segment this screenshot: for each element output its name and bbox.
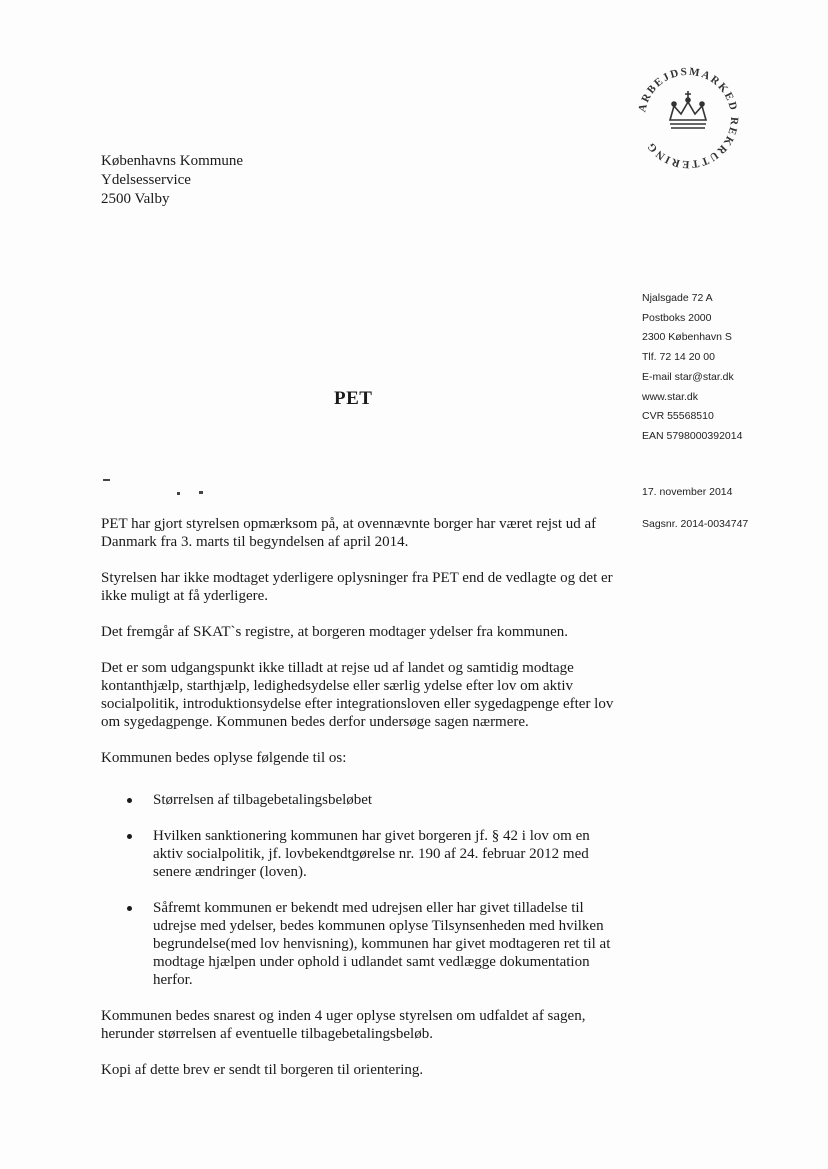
paragraph-skat-registry: Det fremgår af SKAT`s registre, at borgeren modtager ydelser fra kommunen. xyxy=(101,624,569,640)
svg-text:ARBEJDSMARKED REKRUTTERING xyxy=(636,66,740,171)
seal-graphic xyxy=(628,58,748,178)
sender-city: 2300 København S xyxy=(642,331,732,344)
list-item: Hvilken sanktionering kommunen har givet borgeren jf. § 42 i lov om en aktiv socialpolitik, jf. lovbekendtgørelse nr. 190 af 24. februar 2012 med senere ændringer (loven). xyxy=(101,827,616,881)
sender-contact-block xyxy=(642,289,742,447)
redaction-mark xyxy=(177,492,180,495)
sender-ean: EAN 5798000392014 xyxy=(642,429,743,442)
letter-date: 17. november 2014 xyxy=(642,486,733,498)
sender-website: www.star.dk xyxy=(642,390,699,403)
seal-ring-text: ARBEJDSMARKED REKRUTTERING xyxy=(636,65,741,171)
paragraph-deadline: Kommunen bedes snarest og inden 4 uger oplyse styrelsen om udfaldet af sagen, herunder størrelsen af eventuelle tilbagebetalingsbeløb. xyxy=(101,1008,586,1042)
list-item: Størrelsen af tilbagebetalingsbeløbet xyxy=(101,791,616,809)
sender-email: E-mail star@star.dk xyxy=(642,370,734,383)
sender-street: Njalsgade 72 A xyxy=(642,292,713,304)
recipient-name: Københavns Kommune xyxy=(101,153,244,169)
paragraph-copy-note: Kopi af dette brev er sendt til borgeren til orientering. xyxy=(101,1062,424,1078)
agency-seal-logo xyxy=(628,58,748,178)
recipient-city: 2500 Valby xyxy=(101,191,170,207)
recipient-address xyxy=(101,152,243,209)
sender-pobox: Postboks 2000 xyxy=(642,311,712,324)
paragraph-no-further-info: Styrelsen har ikke modtaget yderligere oplysninger fra PET end de vedlagte og det er ikke muligt at få yderligere. xyxy=(101,570,613,604)
paragraph-request: Kommunen bedes oplyse følgende til os: xyxy=(101,750,347,766)
list-item: Såfremt kommunen er bekendt med udrejsen eller har givet tilladelse til udrejse med ydelser, bedes kommunen oplyse Tilsynsenheden med hvilken begrundelse(med lov henvisning), kommunen har givet modtageren ret til at modtage hjælpen under ophold i udlandet samt vedlægge dokumentation herfor. xyxy=(101,899,616,989)
recipient-department: Ydelsesservice xyxy=(101,172,191,188)
letter-body xyxy=(101,515,616,1097)
request-list xyxy=(101,791,616,989)
case-number: Sagsnr. 2014-0034747 xyxy=(642,518,749,530)
letter-subject: PET xyxy=(334,388,373,409)
sender-phone: Tlf. 72 14 20 00 xyxy=(642,351,715,364)
redaction-mark xyxy=(103,479,110,481)
crown-icon xyxy=(670,91,706,128)
sender-cvr: CVR 55568510 xyxy=(642,410,714,423)
paragraph-rules: Det er som udgangspunkt ikke tilladt at rejse ud af landet og samtidig modtage kontanthjælp, starthjælp, ledighedsydelse eller særlig ydelse efter lov om aktiv socialpolitik, introduktionsydelse efter integrationsloven eller sygedagpenge efter lov om sygedagpenge. Kommunen bedes derfor undersøge sagen nærmere. xyxy=(101,660,614,730)
redaction-mark xyxy=(199,491,203,494)
paragraph-travel: PET har gjort styrelsen opmærksom på, at ovennævnte borger har været rejst ud af Danmark fra 3. marts til begyndelsen af april 2014. xyxy=(101,516,597,550)
